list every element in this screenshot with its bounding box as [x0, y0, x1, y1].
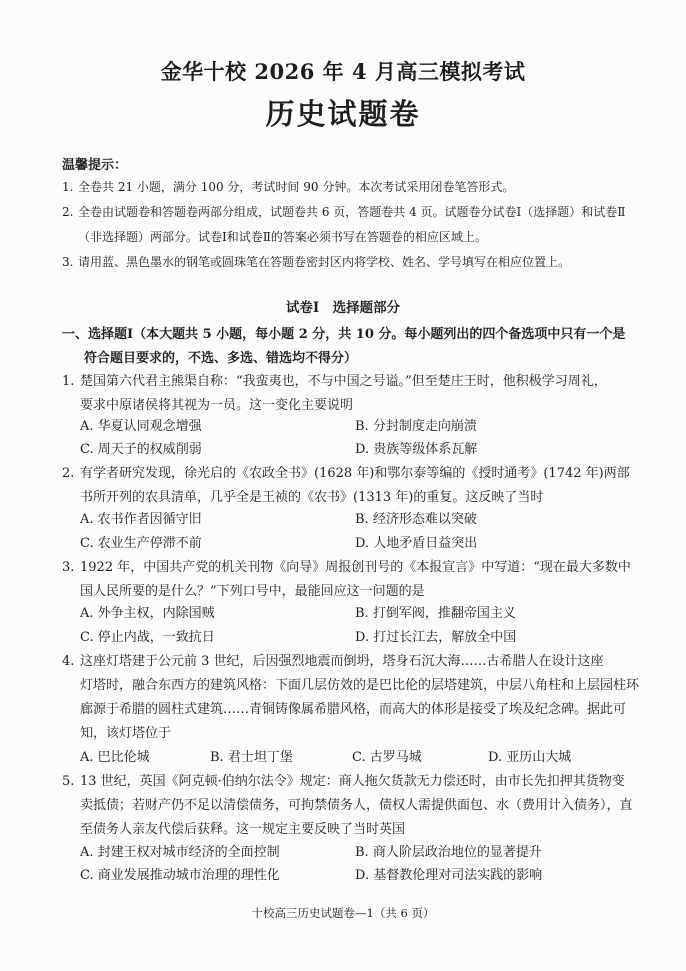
question-text-line1: 楚国第六代君主熊渠自称：“我蛮夷也，不与中国之号谥。”但至楚庄王时，他积极学习周礼， — [80, 374, 607, 389]
question-text-rest: 书所开列的农具清单，几乎全是王祯的《农书》(1313 年)的重复。这反映了当时 — [80, 490, 544, 505]
tip-number: 3. — [62, 255, 74, 269]
q4-option-d[interactable]: D. 亚历山大城 — [488, 750, 572, 765]
page-footer: 十校高三历史试题卷—1（共 6 页） — [251, 906, 435, 920]
q1-option-c[interactable]: C. 周天子的权威削弱 — [80, 442, 202, 457]
tip-item-2 — [62, 200, 637, 250]
q5-option-a[interactable]: A. 封建王权对城市经济的全面控制 — [80, 845, 280, 860]
tip-item-1 — [62, 175, 637, 200]
question-text-line1: 这座灯塔建于公元前 3 世纪，后因强烈地震而倒坍，塔身石沉大海……古希腊人在设计这座 — [80, 654, 604, 669]
question-1 — [62, 370, 642, 418]
q4-option-a[interactable]: A. 巴比伦城 — [80, 750, 150, 765]
q3-option-b[interactable]: B. 打倒军阀，推翻帝国主义 — [355, 606, 516, 621]
question-stem — [62, 462, 642, 510]
question-5 — [62, 770, 642, 842]
q4-option-b[interactable]: B. 君士坦丁堡 — [210, 750, 293, 765]
question-stem — [62, 556, 642, 604]
q5-option-b[interactable]: B. 商人阶层政治地位的显著提升 — [355, 845, 542, 860]
question-2 — [62, 462, 642, 510]
question-text-rest: 灯塔时，融合东西方的建筑风格：下面几层仿效的是巴比伦的层塔建筑，中层八角柱和上层园柱环廊源于希腊的圆柱式建筑……青铜铸像属希腊风格，而高大的体形是接受了埃及纪念碑。据此可知，该灯塔位于 — [80, 678, 640, 741]
q1-option-a[interactable]: A. 华夏认同观念增强 — [80, 419, 202, 434]
q2-option-d[interactable]: D. 人地矛盾日益突出 — [355, 536, 478, 551]
q3-option-c[interactable]: C. 停止内战，一致抗日 — [80, 630, 215, 645]
question-text-rest: 卖抵债；若财产仍不足以清偿债务，可拘禁债务人，债权人需提供面包、水（费用计入债务），直至债务人亲友代偿后获释。这一规定主要反映了当时英国 — [80, 798, 633, 837]
q3-option-d[interactable]: D. 打过长江去，解放全中国 — [355, 630, 517, 645]
question-text-line1: 有学者研究发现，徐光启的《农政全书》(1628 年)和鄂尔泰等编的《授时通考》(1742 年)两部 — [80, 466, 630, 481]
question-text-line1: 1922 年，中国共产党的机关刊物《向导》周报创刊号的《本报宣言》中写道：“现在最大多数中 — [80, 560, 631, 575]
part-instructions-line2: 符合题目要求的，不选、多选、错选均不得分） — [84, 351, 358, 366]
q2-option-c[interactable]: C. 农业生产停滞不前 — [80, 536, 202, 551]
question-stem — [62, 370, 642, 418]
q5-option-d[interactable]: D. 基督教伦理对司法实践的影响 — [355, 868, 543, 883]
question-number: 2. — [62, 466, 75, 481]
question-stem — [62, 650, 642, 746]
section-title: 试卷Ⅰ 选择题部分 — [285, 300, 401, 316]
part-instructions — [62, 323, 642, 371]
q4-option-c[interactable]: C. 古罗马城 — [352, 750, 422, 765]
question-stem — [62, 770, 642, 842]
q1-option-b[interactable]: B. 分封制度走向崩溃 — [355, 419, 477, 434]
part-instructions-line1: 一、选择题Ⅰ（本大题共 5 小题，每小题 2 分，共 10 分。每小题列出的四个备选项中只有一个是 — [62, 327, 626, 342]
q2-option-a[interactable]: A. 农书作者因循守旧 — [80, 512, 202, 527]
question-4 — [62, 650, 642, 746]
tip-number: 1. — [62, 180, 74, 194]
tip-text: 全卷共 21 小题，满分 100 分，考试时间 90 分钟。本次考试采用闭卷笔答形式。 — [78, 180, 515, 194]
question-text-rest: 要求中原诸侯将其视为一员。这一变化主要说明 — [80, 398, 354, 413]
question-number: 1. — [62, 374, 75, 389]
tip-text: 全卷由试题卷和答题卷两部分组成，试题卷共 6 页，答题卷共 4 页。试题卷分试卷Ⅰ（选择题）和试卷Ⅱ（非选择题）两部分。试卷Ⅰ和试卷Ⅱ的答案必须书写在答题卷的相应区域上。 — [78, 205, 626, 244]
tip-item-3 — [62, 250, 637, 275]
tip-number: 2. — [62, 205, 74, 219]
tip-text: 请用蓝、黑色墨水的钢笔或圆珠笔在答题卷密封区内将学校、姓名、学号填写在相应位置上。 — [78, 255, 571, 269]
question-text-line1: 13 世纪，英国《阿克顿·伯纳尔法令》规定：商人拖欠货款无力偿还时，由市长先扣押其货物变 — [80, 774, 625, 789]
question-number: 4. — [62, 654, 75, 669]
q5-option-c[interactable]: C. 商业发展推动城市治理的理性化 — [80, 868, 280, 883]
q3-option-a[interactable]: A. 外争主权，内除国贼 — [80, 606, 215, 621]
question-3 — [62, 556, 642, 604]
q2-option-b[interactable]: B. 经济形态难以突破 — [355, 512, 477, 527]
q1-option-d[interactable]: D. 贵族等级体系瓦解 — [355, 442, 478, 457]
exam-subject-title: 历史试题卷 — [265, 97, 421, 131]
question-number: 3. — [62, 560, 75, 575]
question-number: 5. — [62, 774, 75, 789]
exam-title: 金华十校 2026 年 4 月高三模拟考试 — [160, 59, 526, 84]
question-text-rest: 国人民所要的是什么？”下列口号中，最能回应这一问题的是 — [80, 584, 425, 599]
tips-heading: 温馨提示： — [62, 158, 128, 173]
